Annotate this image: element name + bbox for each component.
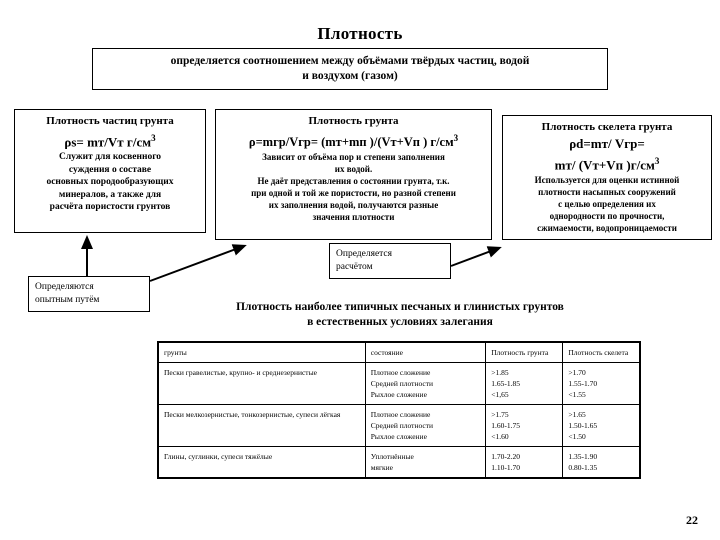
concept-box-particle-density [14,109,206,233]
concept-formula-particles [19,130,201,150]
concept-formula-skeleton-2 [507,153,707,173]
concept-heading-particles: Плотность частиц грунта [46,115,174,127]
table-cell-skeleton-line: >1.70 [568,368,586,377]
table-header-density: Плотность грунта [486,342,563,363]
table-heading [150,300,650,330]
table-heading-line-2: в естественных условиях залегания [307,316,493,328]
callout-line: расчётом [336,261,373,272]
concept-box-skeleton-density [502,115,712,240]
concept-body-line: при одной и той же пористости, но разной степени [251,188,456,199]
table-cell-state-line: Плотное сложение [370,368,431,377]
concept-body-line: минералов, а также для [58,189,162,200]
callout-line: Определяются [35,282,94,292]
concept-body-line: с целью определения их [558,199,656,210]
density-table-container [157,341,641,479]
subtitle-line-1: определяется соотношением между объёмами твёрдых частиц, водой [170,55,530,67]
table-cell-state [365,363,486,405]
page-title: Плотность [317,24,403,43]
table-cell-density-line: 1.10-1.70 [491,463,520,472]
arrow-calculated-to-skeleton [451,248,499,266]
table-cell-skeleton-line: <1.55 [568,390,586,399]
subtitle-line-2: и воздухом (газом) [302,70,398,82]
table-cell-state-line: Рыхлое сложение [370,390,427,399]
table-cell-skeleton-line: 0.80-1.35 [568,463,598,472]
concept-body-line: их заполнения водой, получаются разные [268,200,439,211]
concept-body-line: суждения о составе [68,164,152,175]
concept-body-line: однородности по прочности, [549,211,665,222]
concept-body-line: основных породообразующих [46,177,174,188]
table-cell-soil: Глины, суглинки, супеси тяжёлые [158,447,365,479]
table-cell-state-line: Средней плотности [370,421,434,430]
table-cell-soil: Пески мелкозернистые, тонкозернистые, супеси лёгкая [158,405,365,447]
table-cell-density [486,447,563,479]
concept-body-skeleton [507,174,707,234]
callout-line: опытным путём [35,294,100,305]
table-cell-density [486,363,563,405]
table-header-skeleton: Плотность скелета [563,342,640,363]
concept-body-line: Зависит от объёма пор и степени заполнения [262,152,445,163]
table-cell-skeleton-line: 1.55-1.70 [568,379,598,388]
concept-heading-skeleton: Плотность скелета грунта [541,121,673,133]
concept-body-line: расчёта пористости грунтов [49,202,171,213]
table-cell-state-line: мягкие [370,463,394,472]
table-cell-skeleton-line: <1.50 [568,432,586,441]
page-number: 22 [686,513,698,527]
formula-sup-skeleton: 3 [654,156,660,166]
table-cell-skeleton [563,363,640,405]
table-row [158,363,640,405]
table-cell-skeleton [563,405,640,447]
formula-sup-particles: 3 [151,133,156,143]
table-cell-density-line: >1.75 [491,410,509,419]
table-row [158,447,640,479]
table-cell-soil: Пески гравелистые, крупно- и среднезернистые [158,363,365,405]
arrow-experimental-to-soil [150,246,244,281]
formula-text-soil: ρ=mгр/Vгр= (mт+mп )/(Vт+Vп ) г/см [248,135,454,150]
table-cell-density-line: 1.70-2.20 [491,452,520,461]
table-cell-state-line: Средней плотности [370,379,434,388]
formula-sup-soil: 3 [453,133,459,143]
callout-line: Определяется [336,249,393,259]
table-cell-density-line: <1,65 [491,390,509,399]
concept-body-particles [19,151,201,214]
table-cell-skeleton-line: 1.35-1.90 [568,452,598,461]
table-cell-skeleton-line: >1.65 [568,410,586,419]
concept-box-soil-density [215,109,492,240]
concept-body-line: их водой. [334,164,373,175]
table-cell-state-line: Уплотнённые [370,452,414,461]
table-header-soil: грунты [158,342,365,363]
concept-body-line: сжимаемости, водопроницаемости [537,223,677,234]
table-cell-density-line: 1.60-1.75 [491,421,520,430]
table-row [158,405,640,447]
callout-determined-experimentally [28,276,150,312]
concept-formula-soil [220,130,487,150]
concept-body-soil [220,151,487,223]
formula-text-particles: ρs= mт/Vт г/см [64,134,152,150]
table-cell-skeleton [563,447,640,479]
formula-text-skeleton: mт/ (Vт+Vп )г/см [554,157,655,173]
table-header-state: состояние [365,342,486,363]
concept-body-line: Служит для косвенного [58,152,162,163]
density-table [157,341,641,479]
concept-body-line: Используется для оценки истинной [534,175,680,186]
callout-determined-by-calculation [329,243,451,279]
table-cell-state [365,447,486,479]
table-header-row [158,342,640,363]
concept-body-line: плотности насыпных сооружений [538,187,676,198]
table-cell-state [365,405,486,447]
table-heading-line-1: Плотность наиболее типичных песчаных и глинистых грунтов [236,301,564,313]
subtitle-box [92,48,608,90]
table-cell-density-line: >1.85 [491,368,509,377]
table-cell-state-line: Плотное сложение [370,410,431,419]
table-cell-density-line: 1.65-1.85 [491,379,520,388]
concept-body-line: значения плотности [312,212,395,223]
concept-body-line: Не даёт представления о состоянии грунта, т.к. [257,176,450,187]
table-cell-density-line: <1.60 [491,432,509,441]
concept-heading-soil: Плотность грунта [308,115,399,127]
table-cell-skeleton-line: 1.50-1.65 [568,421,598,430]
table-cell-density [486,405,563,447]
concept-formula-skeleton-1: ρd=mт/ Vгр= [569,136,645,151]
table-cell-state-line: Рыхлое сложение [370,432,427,441]
